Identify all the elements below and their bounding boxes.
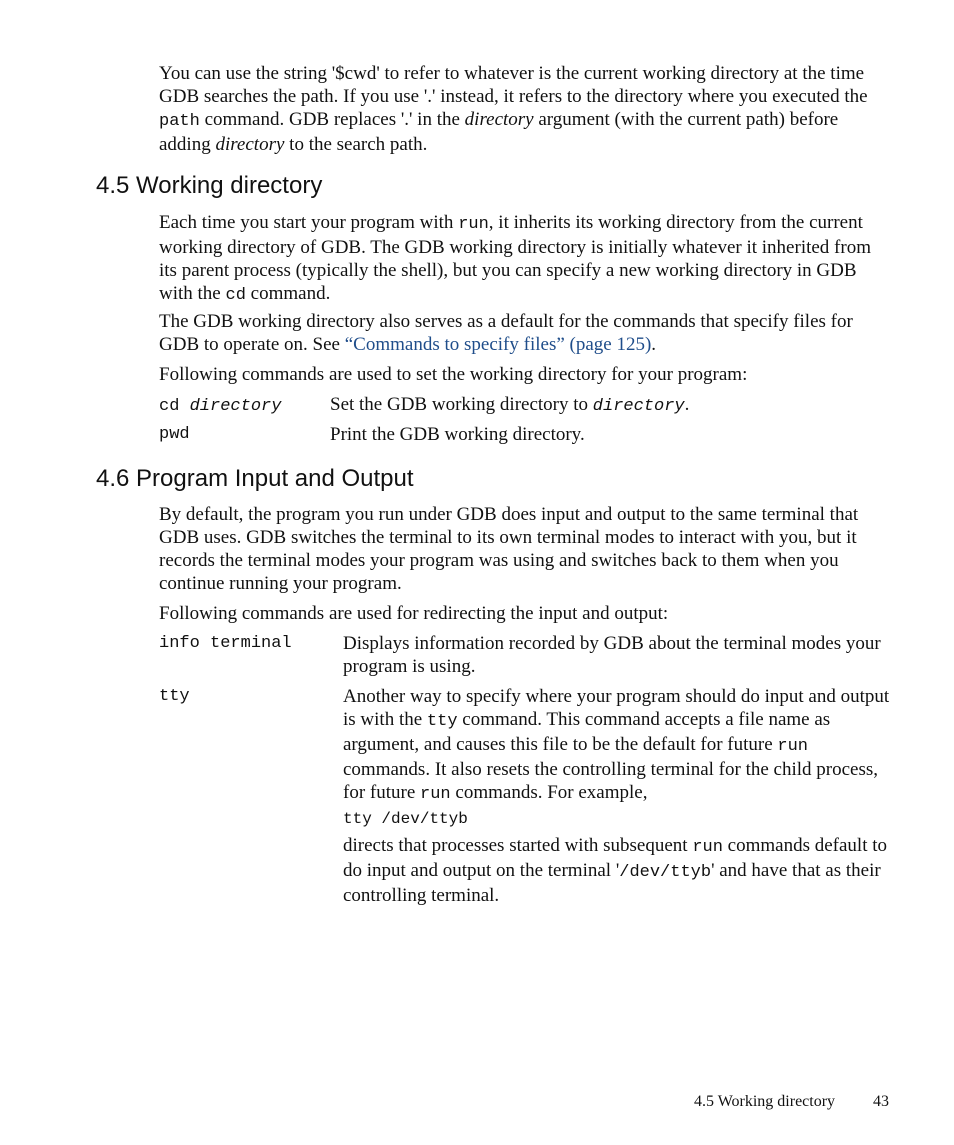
intro-text: You can use the string '$cwd' to refer to whatever is the current working directory at the time GDB searches the path. If you use '.' instead, it refers to the directory where you executed the bbox=[159, 63, 868, 107]
program-io-paragraph-2: Following commands are used for redirecting the input and output: bbox=[159, 603, 669, 624]
working-directory-paragraph-3: Following commands are used to set the working directory for your program: bbox=[159, 364, 748, 385]
command-desc-tty: Another way to specify where your program should do input and output is with the tty command. This command accepts a file name as argument, and causes this file to be the default for future run commands. It also resets the controlling terminal for the child process, for future run commands. For example, bbox=[343, 686, 890, 804]
italic-directory: directory bbox=[215, 134, 285, 155]
code-run: run bbox=[458, 215, 489, 234]
command-term-pwd: pwd bbox=[159, 425, 190, 444]
working-directory-paragraph-2: The GDB working directory also serves as a default for the commands that specify files for GDB to operate on. See “Commands to specify files” (page 125). bbox=[159, 311, 853, 355]
working-directory-paragraph-1: Each time you start your program with run, it inherits its working directory from the current working directory of GDB. The GDB working directory is initially whatever it inherited from its parent process (typically the shell), but you can specify a new working directory in GDB with the cd command. bbox=[159, 212, 871, 305]
commands-to-specify-files-link[interactable]: “Commands to specify files” (page 125) bbox=[344, 334, 652, 355]
intro-paragraph bbox=[159, 62, 891, 156]
tty-example-explanation: directs that processes started with subsequent run commands default to do input and output on the terminal '/dev/ttyb' and have that as their controlling terminal. bbox=[343, 835, 888, 906]
code-cd: cd bbox=[225, 286, 246, 305]
code-path: path bbox=[159, 112, 200, 131]
intro-text: to the search path. bbox=[284, 134, 428, 155]
footer-section-title: 4.5 Working directory bbox=[694, 1093, 836, 1110]
command-desc-info-terminal: Displays information recorded by GDB about the terminal modes your program is using. bbox=[343, 633, 881, 677]
intro-text: argument (with the current path) before adding bbox=[159, 109, 839, 155]
command-desc-pwd: Print the GDB working directory. bbox=[330, 424, 585, 445]
section-heading-program-io: 4.6 Program Input and Output bbox=[96, 465, 414, 492]
footer-page-number: 43 bbox=[873, 1093, 889, 1110]
program-io-paragraph-1: By default, the program you run under GDB does input and output to the same terminal that GDB uses. GDB switches the terminal to its own terminal modes to interact with you, but it records the terminal modes your program was using and switches back to them when you continue running your program. bbox=[159, 504, 859, 594]
command-term-info-terminal: info terminal bbox=[159, 634, 292, 653]
section-heading-working-directory: 4.5 Working directory bbox=[96, 172, 323, 199]
tty-example-code: tty /dev/ttyb bbox=[343, 810, 468, 828]
command-term-tty: tty bbox=[159, 687, 190, 706]
italic-directory: directory bbox=[464, 109, 534, 130]
command-desc-cd: Set the GDB working directory to directory. bbox=[330, 394, 690, 416]
intro-text: command. GDB replaces '.' in the bbox=[199, 109, 465, 130]
command-term-cd: cd directory bbox=[159, 397, 282, 416]
